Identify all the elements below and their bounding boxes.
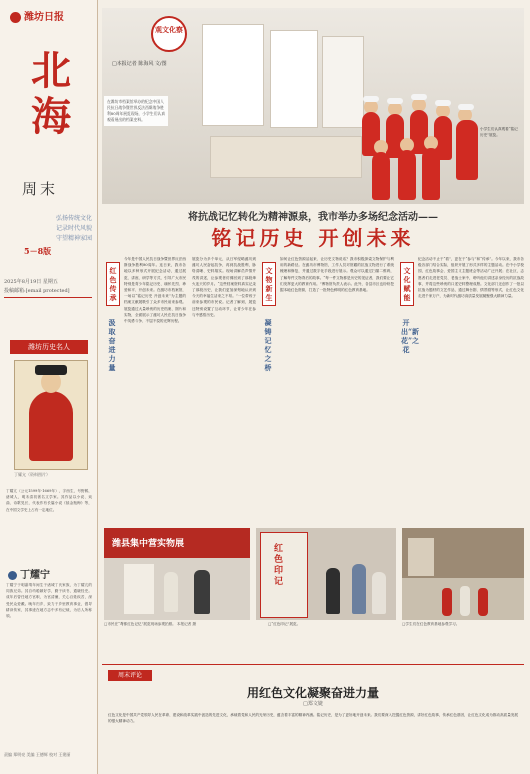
footer-credits: 责编 郑明亮 美编 王德辉 校对 王建丽 <box>4 752 71 757</box>
article-col-3: 如何让红色资源活起来、让历史文物说话？我市积极探索文物保护与利用的新路径。在潍坊市博物馆，工作人员对馆藏的抗战文物进行了系统梳理和修复，并通过数字化手段进行展示。观众可以通过扫描二维码，了解每件文物背后的故事。“每一件文物都是历史的见证者，我们要让它们发挥更大的教育作用。”博物馆负责人表示。此外，各县市区也纷纷挖掘本地红色资源，打造了一批特色鲜明的红色教育基地。 <box>280 257 394 293</box>
section-tag: 文化赋能 <box>400 262 414 306</box>
bullet-icon <box>8 571 17 580</box>
subheadline: 将抗战记忆转化为精神源泉，我市举办多场纪念活动—— <box>188 212 438 223</box>
article-col-1: 今年是中国人民抗日战争暨世界反法西斯战争胜利80周年。连日来，我市各地以多种形式开展纪念活动，通过展览、讲座、研学等方式，引导广大市民特别是青少年铭记历史、缅怀先烈、珍爱和平、开创未来。在潍坊市档案馆，一场以“铭记历史 开创未来”为主题的档案文献展吸引了众多市民前来参观。展览通过大量珍贵的历史档案、图片和实物，全面展示了潍坊人民在抗日战争中英勇斗争、不屈不挠的光辉历程。 <box>124 257 186 324</box>
article-col-4: 纪念活动不止于“看”，更在于“参与”和“传承”。今年以来，我市各级各部门结合实际，组织开展了形式多样的主题活动。在中小学校园，红色故事会、爱国主义主题班会等活动广泛开展；在社区，志愿者们走进老党员、老战士家中，聆听他们讲述亲身经历的抗战故事，并将这些珍贵的口述史料整理成册。文化部门还创作了一批以抗战为题材的文艺作品，通过舞台剧、情景剧等形式，让红色文化走进千家万户，为新时代潍坊高质量发展凝聚强大精神力量。 <box>418 257 524 299</box>
section-subtag: 开出“新花”之花 <box>401 318 420 354</box>
hero-note: 在潍坊市档案馆举办的纪念中国人民抗日战争暨世界反法西斯战争胜利80周年展览现场，小学生们认真观看展出的档案史料。 <box>104 96 168 126</box>
mottos <box>56 214 92 244</box>
motto: 记录时代风貌 <box>56 225 93 232</box>
article-col-2: 展览分为多个单元，从日军侵略潍坊到潍坊人民奋起抗争，再到抗战胜利，脉络清晰、史料翔实。现场讲解员声情并茂的讲述，让参观者仿佛回到了那段烽火连天的岁月。“这些档案资料真实记录了那段历史，让我们更加深刻地认识到今天的幸福生活来之不易。”一位带孩子前来参观的市民说。记者了解到，展览还特别设置了互动环节，让青少年在参与中感悟历史。 <box>192 257 256 317</box>
divider <box>102 664 524 665</box>
portrait-caption: 丁耀亢（资料图片） <box>14 472 50 477</box>
figure-intro: 丁耀亢（公元1599年-1669年），字西生，号野鹤，诸城人，明末清初著名文学家。其作品以小说、戏曲、诗歌见长，代表作有长篇小说《续金瓶梅》等，在中国文学史上占有一定地位。 <box>6 489 92 512</box>
editor-line: 投稿邮箱:[email protected] <box>4 288 70 294</box>
photo-banner: 潍县集中营实物展 <box>112 539 185 549</box>
photo-right <box>402 528 524 620</box>
section-subtag: 凝铸记忆之桥 <box>264 318 272 372</box>
photo-mid-caption: □“红色印记”展览。 <box>268 622 301 626</box>
photo-left <box>104 528 250 620</box>
date-line: 2025年8月19日 星期五 <box>4 279 58 285</box>
figure-column-tag: 潍坊历史名人 <box>10 340 88 354</box>
divider <box>4 297 92 298</box>
portrait-image <box>14 360 88 470</box>
paper-logo <box>10 8 64 23</box>
commentary-tag: 周末评论 <box>108 670 152 681</box>
motto: 弘扬传统文化 <box>56 215 93 222</box>
figure-body: 丁耀宁于明嘉靖年间生于诸城丁氏家族，为丁耀亢的同族兄弟。其自幼聪颖好学，勤于读书，通晓经史。成年后曾任地方官职，为官清廉，关心百姓疾苦，深受民众爱戴。晚年归乡，致力于乡里教育事业，倡导耕读传家，其事迹在地方志中多有记载，为后人所称颂。 <box>6 583 92 619</box>
photo-left-caption: □市民在“鸢都红色记忆”展览现场参观拍照。 本报记者 摄 <box>104 622 197 626</box>
section-subtag: 汲取奋进力量 <box>108 318 116 372</box>
paper-name: 潍坊日报 <box>24 12 64 23</box>
weekly-label: 周末 <box>22 180 59 198</box>
person-name: 丁耀宁 <box>8 566 50 581</box>
commentary-title: 用红色文化凝聚奋进力量 <box>246 686 379 700</box>
main-headline: 铭记历史 开创未来 <box>211 226 415 250</box>
section-tag: 文物新生 <box>262 262 276 306</box>
section-tag: 红色传承 <box>106 262 120 306</box>
motto: 守望精神家园 <box>56 235 93 242</box>
section-title: 北海 <box>31 47 71 140</box>
commentary-body: 红色文化是中国共产党领导人民在革命、建设和改革实践中创造的先进文化，承载着党和人民的光荣历史，蕴含着丰富的精神内涵。铭记历史，是为了更好地开创未来。我们要深入挖掘红色资源，讲好红色故事，传承红色基因，让红色文化成为推动高质量发展的强大精神动力。 <box>108 713 518 724</box>
hero-side-caption: 小学生们认真观看“铭记历史”展览。 <box>480 127 518 137</box>
logo-icon <box>10 12 21 23</box>
edition: 5－8版 <box>24 246 52 256</box>
left-column <box>0 0 98 774</box>
photo-right-caption: □学生们在红色教育基地参观学习。 <box>402 622 460 626</box>
commentary-author: □郑文婕 <box>303 701 323 707</box>
column-badge: 观文化察 <box>151 16 187 52</box>
hero-author: □本报记者 陈海风 文/图 <box>112 61 167 67</box>
photo-mid: 红 色 印 记 <box>256 528 396 620</box>
